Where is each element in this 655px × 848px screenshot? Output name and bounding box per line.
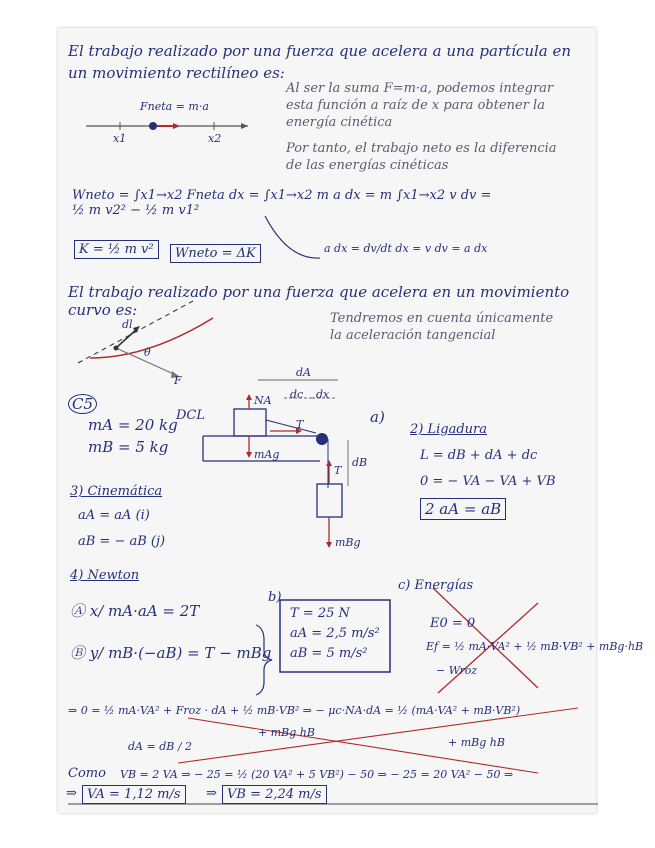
dc-label: dc xyxy=(290,388,304,401)
initial-energy: E0 = 0 xyxy=(430,616,476,631)
energy-equation: ⇒ 0 = ½ mA·VA² + Froz · dA + ½ mB·VB² ⇒ − μc·NA·dA = ½ (mA·VA² + mB·VB²) xyxy=(68,704,521,717)
intro-curved: El trabajo realizado por una fuerza que acelera en un movimiento curvo es: xyxy=(68,283,570,319)
db-label: dB xyxy=(352,456,368,469)
a-dx-identity: a dx = dv/dt dx = v dv = a dx xyxy=(324,242,488,255)
part-b: b) xyxy=(268,590,282,605)
plus-mbghb-2: + mBg hB xyxy=(448,736,505,749)
result-accel-b: aB = 5 m/s² xyxy=(290,646,368,661)
ligadura-result: 2 aA = aB xyxy=(420,498,506,520)
part-a: a) xyxy=(370,408,385,426)
work-integral: Wneto = ∫x1→x2 Fneta dx = ∫x1→x2 m a dx = m ∫x1→x2 v dv = ½ m v2² − ½ m v1² xyxy=(72,188,492,218)
cinematica-title: 3) Cinemática xyxy=(70,484,163,499)
newton-title: 4) Newton xyxy=(70,568,140,583)
box-kinetic-energy: K = ½ m v² xyxy=(74,240,159,259)
note-tangencial: Tendremos en cuenta únicamente la aceleración tangencial xyxy=(330,311,554,343)
problem-number: C5 xyxy=(68,394,97,414)
dcl-label: DCL xyxy=(176,408,206,423)
da-label: dA xyxy=(296,366,311,379)
intro-rectilinear: El trabajo realizado por una fuerza que acelera a una partícula en un movimiento rectilíneo es: xyxy=(68,42,572,82)
note-trabajo: Por tanto, el trabajo neto es la diferencia de las energías cinéticas xyxy=(286,141,557,173)
newton-eq-a: Ⓐ x/ mA·aA = 2T xyxy=(70,602,200,620)
result-accel-a: aA = 2,5 m/s² xyxy=(290,626,380,641)
ligadura-title: 2) Ligadura xyxy=(410,422,487,437)
na-label: NA xyxy=(254,394,272,407)
result-va: VA = 1,12 m/s xyxy=(82,785,186,804)
newton-eq-b: Ⓑ y/ mB·(−aB) = T − mBg xyxy=(70,644,272,662)
dx-label: dx xyxy=(316,388,330,401)
fneta-label: Fneta = m·a xyxy=(140,100,209,113)
x2-label: x2 xyxy=(208,132,222,145)
como-label: Como xyxy=(68,766,106,781)
da-half: dA = dB / 2 xyxy=(128,740,193,753)
mass-a: mA = 20 kg xyxy=(88,416,178,434)
arrow-2: ⇒ xyxy=(206,786,217,801)
result-vb: VB = 2,24 m/s xyxy=(222,785,327,804)
tension-label-b: T xyxy=(334,464,342,477)
plus-mbghb: + mBg hB xyxy=(258,726,315,739)
ligadura-eq2: 0 = − VA − VA + VB xyxy=(420,474,556,489)
x1-label: x1 xyxy=(113,132,127,145)
note-suma: Al ser la suma F=m·a, podemos integrar esta función a raíz de x para obtener la energía cinética xyxy=(286,81,554,130)
notebook-page xyxy=(58,28,644,813)
weight-a-label: mAg xyxy=(254,448,280,461)
vb-equation: VB = 2 VA ⇒ − 25 = ½ (20 VA² + 5 VB²) − 50 ⇒ − 25 = 20 VA² − 50 ⇒ xyxy=(120,768,514,781)
tension-label-a: T xyxy=(296,418,304,431)
dl-label: dl xyxy=(122,318,133,331)
part-c: c) Energías xyxy=(398,578,474,593)
box-work-energy: Wneto = ΔK xyxy=(170,244,261,263)
arrow-1: ⇒ xyxy=(66,786,77,801)
force-label: F xyxy=(174,374,182,387)
accel-a-vector: aA = aA (i) xyxy=(78,508,150,523)
theta-label: θ xyxy=(144,346,151,359)
minus-wroz: − Wroz xyxy=(436,664,478,677)
final-energy: Ef = ½ mA·VA² + ½ mB·VB² + mBg·hB xyxy=(426,640,644,653)
weight-b-label: mBg xyxy=(335,536,361,549)
accel-b-vector: aB = − aB (j) xyxy=(78,534,166,549)
result-tension: T = 25 N xyxy=(290,606,350,621)
mass-b: mB = 5 kg xyxy=(88,438,169,456)
ligadura-eq1: L = dB + dA + dc xyxy=(420,448,538,463)
